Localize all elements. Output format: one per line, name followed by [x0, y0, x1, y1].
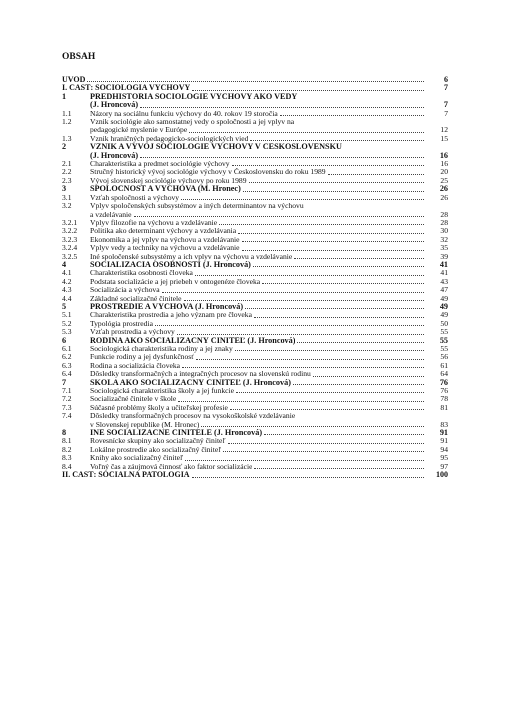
- dot-leader: [254, 468, 424, 469]
- toc-entry-number: 5.1: [62, 310, 72, 320]
- toc-entry-title: [90, 261, 426, 269]
- toc-entry-section: [62, 160, 448, 168]
- toc-entry-chapter: [62, 303, 448, 311]
- toc-entry-number: 4: [62, 259, 67, 269]
- toc-entry-chapter: [62, 429, 448, 437]
- toc-entry-page-number: 50: [440, 318, 448, 328]
- toc-entry-page-number: 12: [440, 125, 448, 135]
- toc-entry-section: [62, 253, 448, 261]
- toc-entry-page-number: 97: [440, 461, 448, 471]
- dot-leader: [195, 275, 424, 276]
- dot-leader: [245, 308, 424, 309]
- toc-entry-section: [62, 227, 448, 235]
- toc-entry-page-number: 91: [440, 436, 448, 446]
- toc-entry-number: 7.4: [62, 411, 72, 421]
- toc-entry-title-line: Politika ako determinant výchovy a vzdelávania: [90, 227, 237, 236]
- toc-entry-page-number: 16: [440, 159, 448, 169]
- dot-leader: [242, 250, 424, 251]
- dot-leader: [181, 199, 424, 200]
- toc-entry-page-number: 49: [439, 301, 448, 311]
- toc-entry-section: [62, 236, 448, 244]
- toc-entry-title-line: Vzťah prostredia a výchovy: [90, 328, 175, 337]
- dot-leader: [264, 434, 424, 435]
- toc-entry-title-line: Rovesnícke skupiny ako socializačný činiteľ: [90, 437, 226, 446]
- toc-entry-title-line: Sociologická charakteristika rodiny a jej znaky: [90, 345, 233, 353]
- toc-entry-page-number: 56: [440, 352, 448, 362]
- toc-entry-title: [90, 93, 426, 110]
- toc-entry-section: [62, 168, 448, 176]
- toc-entry-number: 6.1: [62, 344, 72, 353]
- toc-entry-number: 4.3: [62, 285, 72, 295]
- toc-entry-title: [90, 311, 426, 319]
- toc-entry-title-line: Socializácia a výchova: [90, 286, 160, 295]
- toc-entry-title-line: Voľný čas a záujmová činnosť ako faktor socializácie: [90, 462, 253, 471]
- toc-entry-title-line: (J. Hroncová): [90, 101, 139, 110]
- toc-entry-section: [62, 118, 448, 135]
- toc-entry-title-line: Iné spoločenské subsystémy a ich vplyv na výchovu a vzdelávanie: [90, 252, 293, 261]
- toc-entry-number: 7.2: [62, 394, 72, 404]
- toc-entry-title: [90, 395, 426, 403]
- toc-entry-title-line: Typológia prostredia: [90, 319, 153, 328]
- toc-entry-number: 3.2: [62, 201, 72, 211]
- toc-entry-number: 5: [62, 301, 67, 311]
- toc-entry-page-number: 7: [444, 83, 448, 93]
- page-title: OBSAH: [62, 52, 96, 62]
- toc-entry-section: [62, 244, 448, 252]
- dot-leader: [236, 392, 424, 393]
- toc-entry-title: [90, 143, 426, 160]
- toc-entry-title-line: SPOLOČNOSŤ A VÝCHOVA (M. Hronec): [90, 185, 241, 194]
- toc-entry-chapter: [62, 143, 448, 160]
- toc-entry-title-line: Charakteristika osobnosti človeka: [90, 269, 193, 278]
- toc-entry-title: [90, 194, 426, 202]
- toc-entry-section: [62, 311, 448, 319]
- toc-entry-number: 5.2: [62, 318, 72, 328]
- toc-entry-section: [62, 463, 448, 471]
- dot-leader: [254, 317, 424, 318]
- toc-entry-section: [62, 269, 448, 277]
- toc-entry-page-number: 55: [440, 344, 448, 353]
- toc-entry-page-number: 32: [440, 234, 448, 244]
- toc-entry-title-line: Vznik sociológie ako samostatnej vedy o spoločnosti a jej vplyv na: [90, 118, 295, 127]
- dot-leader: [262, 283, 424, 284]
- toc-entry-section: [62, 387, 448, 395]
- dot-leader: [328, 174, 424, 175]
- toc-entry-section: [62, 370, 448, 378]
- toc-entry-section: [62, 202, 448, 219]
- toc-entry-title: [90, 320, 426, 328]
- toc-entry-section: [62, 404, 448, 412]
- dot-leader: [182, 367, 424, 368]
- toc-entry-page-number: 30: [440, 226, 448, 236]
- toc-entry-number: 5.3: [62, 327, 72, 337]
- toc-entry-title: [90, 345, 426, 353]
- toc-entry-title-line: Dôsledky transformačných procesov na vysokoškolské vzdelávanie: [90, 412, 296, 421]
- toc-entry-number: 2.1: [62, 159, 72, 169]
- toc-entry-title-line: Stručný historický vývoj sociológie výchovy v Československu do roku 1989: [90, 168, 326, 177]
- toc-entry-number: 1: [62, 91, 67, 101]
- toc-entry-page-number: 25: [440, 175, 448, 185]
- toc-entry-page-number: 20: [440, 167, 448, 177]
- toc-entry-title-line: ÚVOD: [62, 76, 86, 84]
- toc-entry-number: 8.1: [62, 436, 72, 446]
- toc-entry-title-line: ŠKOLA AKO SOCIALIZAČNÝ ČINITEĽ (J. Hroncová): [90, 378, 291, 387]
- toc-entry-title: [62, 471, 426, 479]
- toc-entry-title: [90, 244, 426, 252]
- dot-leader: [155, 325, 424, 326]
- toc-entry-section: [62, 412, 448, 429]
- toc-entry-title: [90, 219, 426, 227]
- dot-leader: [297, 342, 424, 343]
- toc-entry-page-number: 55: [439, 335, 448, 345]
- toc-entry-title: [90, 236, 426, 244]
- toc-entry-title: [90, 168, 426, 176]
- toc-entry-page-number: 35: [440, 243, 448, 253]
- dot-leader: [162, 292, 424, 293]
- dot-leader: [87, 81, 424, 82]
- dot-leader: [250, 140, 424, 141]
- toc-entry-title-line: Sociologická charakteristika školy a jej funkcie: [90, 387, 235, 396]
- toc-entry-title: [90, 177, 426, 185]
- dot-leader: [134, 216, 424, 217]
- toc-entry-page-number: 61: [440, 360, 448, 370]
- toc-entry-title-line: Charakteristika prostredia a jeho význam pre človeka: [90, 311, 252, 320]
- toc-entry-section: [62, 437, 448, 445]
- toc-entry-page-number: 47: [440, 285, 448, 295]
- toc-entry-section: [62, 328, 448, 336]
- toc-entry-page-number: 55: [440, 327, 448, 337]
- toc-entry-title-line: Socializačné činitele v škole: [90, 395, 177, 404]
- toc-entry-title-line: (J. Hroncová): [90, 151, 139, 160]
- toc-entry-page-number: 94: [440, 444, 448, 454]
- toc-entry-section: [62, 194, 448, 202]
- toc-entry-title: [90, 412, 426, 429]
- toc-entry-title-line: Vznik hraničných pedagogicko-sociologických vied: [90, 134, 249, 143]
- toc-entry-title-line: v Slovenskej republike (M. Hronec): [90, 420, 200, 429]
- toc-entry-page-number: 49: [440, 293, 448, 303]
- toc-entry-section: [62, 286, 448, 294]
- toc-entry-title: [90, 253, 426, 261]
- dot-leader: [185, 460, 424, 461]
- toc-entry-title: [90, 110, 426, 118]
- toc-entry-page-number: 64: [440, 369, 448, 379]
- toc-entry-title-line: Lokálne prostredie ako socializačný činiteľ: [90, 445, 222, 454]
- dot-leader: [196, 359, 424, 360]
- dot-leader: [280, 115, 424, 116]
- toc-entry-number: 3.2.2: [62, 226, 78, 236]
- toc-entry-section: [62, 353, 448, 361]
- toc-entry-section: [62, 278, 448, 286]
- toc-entry-title: [62, 84, 426, 92]
- toc-entry-title: [90, 353, 426, 361]
- toc-entry-number: 8.2: [62, 444, 72, 454]
- toc-entry-title: [90, 286, 426, 294]
- dot-leader: [178, 401, 424, 402]
- toc-entry-title: [90, 135, 426, 143]
- toc-entry-chapter: [62, 185, 448, 193]
- toc-entry-page-number: 7: [444, 108, 448, 118]
- dot-leader: [223, 451, 424, 452]
- dot-leader: [242, 241, 424, 242]
- toc-entry-title-line: Knihy ako socializačný činiteľ: [90, 454, 184, 463]
- toc-entry-title-line: INÉ SOCIALIZAČNÉ ČINITELE (J. Hroncová): [90, 429, 263, 438]
- toc-entry-number: 4.2: [62, 276, 72, 286]
- toc-entry-number: 7.1: [62, 386, 72, 396]
- toc-entry-title-line: Ekonomika a jej vplyv na výchovu a vzdelávanie: [90, 235, 240, 244]
- toc-entry-title: [90, 269, 426, 277]
- toc-entry-page-number: 6: [444, 75, 448, 84]
- toc-entry-section: [62, 454, 448, 462]
- toc-entry-title: [90, 118, 426, 135]
- toc-entry-number: 3.2.3: [62, 234, 78, 244]
- dot-leader: [140, 157, 424, 158]
- toc-entry-page-number: 91: [439, 428, 448, 438]
- dot-leader: [313, 376, 424, 377]
- toc-entry-title-line: PREDHISTÓRIA SOCIOLÓGIE VÝCHOVY AKO VEDY: [90, 92, 298, 101]
- toc-entry-number: 1.1: [62, 108, 72, 118]
- toc-entry-title: [90, 185, 426, 193]
- toc-entry-title: [90, 227, 426, 235]
- toc-entry-number: 3: [62, 184, 67, 194]
- toc-entry-title: [90, 429, 426, 437]
- toc-entry-title: [62, 76, 426, 84]
- dot-leader: [140, 107, 424, 108]
- toc-entry-number: 8.4: [62, 461, 72, 471]
- toc-entry-section: [62, 446, 448, 454]
- toc-entry-section: [62, 362, 448, 370]
- toc-entry-title: [90, 278, 426, 286]
- toc-entry-number: 3.2.1: [62, 217, 78, 227]
- toc-entry-title: [90, 328, 426, 336]
- toc-entry-title: [90, 337, 426, 345]
- dot-leader: [219, 224, 424, 225]
- toc-entry-number: 3.1: [62, 192, 72, 202]
- toc-entry-page-number: 78: [440, 394, 448, 404]
- toc-entry-title: [90, 437, 426, 445]
- dot-leader: [192, 90, 424, 91]
- toc-entry-title-line: Vplyv spoločenských subsystémov a iných determinantov na výchovu: [90, 202, 304, 211]
- toc-entry-number: 4.4: [62, 293, 72, 303]
- dot-leader: [235, 350, 424, 351]
- toc-entry-title-line: II. ČASŤ: SOCIÁLNA PATOLÓGIA: [62, 471, 190, 480]
- toc-entry-section: [62, 135, 448, 143]
- toc-entry-title-line: Vplyv filozofie na výchovu a vzdelávanie: [90, 218, 218, 227]
- dot-leader: [253, 266, 424, 267]
- toc-entry-title: [90, 379, 426, 387]
- toc-entry-title: [90, 463, 426, 471]
- toc-entry-page-number: 41: [439, 259, 448, 269]
- toc-entry-part: [62, 471, 448, 479]
- toc-entry-page-number: 100: [436, 470, 448, 480]
- toc-entry-page-number: 41: [440, 268, 448, 278]
- toc-entry-chapter: [62, 337, 448, 345]
- toc-entry-title: [90, 387, 426, 395]
- toc-entry-page-number: 16: [439, 150, 448, 160]
- dot-leader: [243, 191, 424, 192]
- toc-entry-chapter: [62, 93, 448, 110]
- toc-entry-page-number: 76: [440, 386, 448, 396]
- toc-entry-section: [62, 395, 448, 403]
- toc-entry-part: [62, 84, 448, 92]
- toc-entry-number: 4.1: [62, 268, 72, 278]
- toc-entry-number: 2.2: [62, 167, 72, 177]
- toc-entry-title: [90, 303, 426, 311]
- toc-entry-section: [62, 219, 448, 227]
- toc-entry-title-line: PROSTREDIE A VÝCHOVA (J. Hroncová): [90, 302, 244, 311]
- toc-entry-page-number: 28: [440, 209, 448, 219]
- toc-entry-title-line: Podstata socializácie a jej priebeh v ontogenéze človeka: [90, 277, 261, 286]
- toc-entry-number: 6.2: [62, 352, 72, 362]
- toc-entry-section: [62, 110, 448, 118]
- toc-entry-page-number: 39: [440, 251, 448, 261]
- toc-entry-number: 1.3: [62, 133, 72, 143]
- dot-leader: [192, 477, 424, 478]
- toc-entry-number: 3.2.5: [62, 251, 78, 261]
- dot-leader: [230, 409, 424, 410]
- toc-entry-title-line: VZNIK A VÝVOJ SOCIOLÓGIE VÝCHOVY V ČESKOSLOVENSKU: [90, 143, 342, 152]
- toc-entry-title: [90, 446, 426, 454]
- toc-entry-title-line: Charakteristika a predmet sociológie výchovy: [90, 160, 230, 169]
- toc-entry-title: [90, 370, 426, 378]
- toc-entry-title-line: Rodina a socializácia človeka: [90, 361, 181, 370]
- toc-entry-page-number: 49: [440, 310, 448, 320]
- toc-entry-section: [62, 177, 448, 185]
- toc-entry-chapter: [62, 379, 448, 387]
- toc-entry-number: 2: [62, 142, 67, 152]
- toc-entry-number: 8: [62, 428, 67, 438]
- dot-leader: [184, 300, 425, 301]
- dot-leader: [294, 258, 424, 259]
- dot-leader: [228, 443, 424, 444]
- toc-entry-title-line: Vplyv vedy a techniky na výchovu a vzdelávanie: [90, 244, 240, 253]
- dot-leader: [238, 233, 424, 234]
- toc-entry-chapter: [62, 261, 448, 269]
- toc-entry-title-line: Funkcie rodiny a jej dysfunkčnosť: [90, 353, 195, 362]
- toc-entry-number: 6.4: [62, 369, 72, 379]
- toc-entry-section: [62, 295, 448, 303]
- dot-leader: [232, 165, 424, 166]
- toc-entry-page-number: 15: [440, 133, 448, 143]
- table-of-contents: [62, 76, 448, 480]
- toc-entry-page-number: 81: [440, 402, 448, 412]
- toc-entry-page-number: 26: [439, 184, 448, 194]
- toc-entry-title: [90, 454, 426, 462]
- toc-entry-number: 7: [62, 377, 67, 387]
- toc-entry-title: [90, 362, 426, 370]
- dot-leader: [201, 426, 424, 427]
- toc-entry-title-line: Názory na sociálnu funkciu výchovy do 40. rokov 19 storočia: [90, 109, 278, 118]
- toc-entry-page-number: 76: [439, 377, 448, 387]
- toc-entry-number: 2.3: [62, 175, 72, 185]
- toc-entry-title-line: SOCIALIZÁCIA OSOBNOSTI (J. Hroncová): [90, 260, 251, 269]
- toc-entry-title-line: Dôsledky transformačných a integračných procesov na slovenskú rodinu: [90, 370, 311, 379]
- dot-leader: [189, 132, 424, 133]
- dot-leader: [249, 182, 425, 183]
- toc-entry-title: [90, 404, 426, 412]
- toc-entry-number: 6: [62, 335, 67, 345]
- toc-entry-title-line: Vzťah spoločnosti a výchovy: [90, 193, 180, 202]
- toc-entry-title: [90, 295, 426, 303]
- toc-entry-page-number: 83: [440, 419, 448, 429]
- toc-entry-title-line: Vývoj slovenskej sociológie výchovy po roku 1989: [90, 176, 247, 185]
- dot-leader: [177, 334, 424, 335]
- toc-entry-title-line: pedagogické myslenie v Európe: [90, 126, 188, 135]
- toc-entry-page-number: 28: [440, 217, 448, 227]
- toc-entry-page-number: 7: [443, 100, 448, 110]
- toc-entry-title: [90, 202, 426, 219]
- toc-entry-number: 1.2: [62, 117, 72, 127]
- toc-entry-page-number: 43: [440, 276, 448, 286]
- toc-entry-section: [62, 320, 448, 328]
- toc-entry-title: [90, 160, 426, 168]
- toc-entry-number: 3.2.4: [62, 243, 78, 253]
- toc-entry-title-line: Súčasné problémy školy a učiteľskej profesie: [90, 403, 228, 412]
- toc-entry-page-number: 95: [440, 453, 448, 463]
- toc-entry-page-number: 26: [440, 192, 448, 202]
- toc-entry-title-line: RODINA AKO SOCIALIZAČNÝ ČINITEĽ (J. Hroncová): [90, 336, 296, 345]
- toc-entry-section: [62, 345, 448, 353]
- dot-leader: [293, 384, 424, 385]
- toc-entry-number: 6.3: [62, 360, 72, 370]
- toc-entry-number: 7.3: [62, 402, 72, 412]
- toc-entry-part: [62, 76, 448, 84]
- toc-entry-number: 8.3: [62, 453, 72, 463]
- toc-entry-title-line: a vzdelávanie: [90, 210, 132, 219]
- toc-entry-title-line: Základné socializačné činitele: [90, 294, 182, 303]
- toc-entry-title-line: I. ČASŤ: SOCIOLÓGIA VÝCHOVY: [62, 84, 191, 93]
